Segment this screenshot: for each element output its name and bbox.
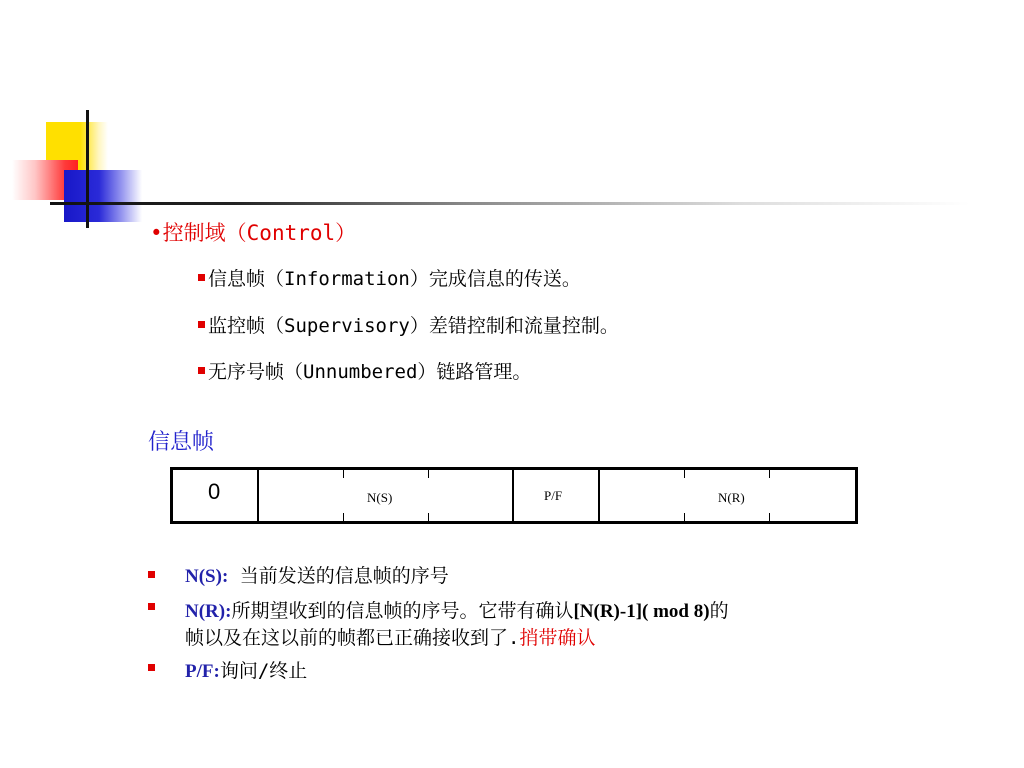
field-separator bbox=[257, 470, 259, 521]
bullet-ns bbox=[185, 561, 449, 588]
bit-tick bbox=[684, 470, 685, 478]
bullet-text: 询问/终止 bbox=[219, 660, 308, 682]
bullet-nr-line2 bbox=[185, 623, 595, 650]
subitem-text: 信息帧（Information）完成信息的传送。 bbox=[208, 268, 581, 290]
red-square-bullet-icon bbox=[148, 571, 155, 578]
decor-vertical-line bbox=[86, 110, 89, 228]
frame-bit0-label: 0 bbox=[208, 479, 221, 504]
heading-text: 控制域（Control） bbox=[162, 221, 357, 245]
bullet-text: 帧以及在这以前的帧都已正确接收到了. bbox=[185, 627, 520, 649]
bullet-key: N(R): bbox=[185, 601, 232, 622]
bit-tick bbox=[769, 470, 770, 478]
info-frame-title: 信息帧 bbox=[148, 430, 215, 455]
bullet-pf bbox=[185, 656, 307, 683]
bullet-text: 当前发送的信息帧的序号 bbox=[228, 565, 449, 587]
bit-tick bbox=[343, 470, 344, 478]
subitem-information bbox=[198, 264, 581, 291]
decor-blue-square bbox=[64, 170, 142, 222]
subitem-text: 监控帧（Supervisory）差错控制和流量控制。 bbox=[208, 315, 619, 337]
bullet-nr bbox=[185, 596, 729, 623]
field-separator bbox=[598, 470, 600, 521]
decor-horizontal-rule bbox=[50, 202, 970, 205]
frame-ns-label: N(S) bbox=[367, 490, 393, 505]
bit-tick bbox=[684, 513, 685, 521]
control-heading bbox=[150, 217, 356, 247]
bullet-key: N(S): bbox=[185, 566, 229, 587]
field-separator bbox=[512, 470, 514, 521]
bit-tick bbox=[428, 470, 429, 478]
red-square-bullet-icon bbox=[198, 321, 205, 328]
bullet-formula: [N(R)-1]( mod 8) bbox=[573, 601, 710, 622]
bit-tick bbox=[343, 513, 344, 521]
info-frame-diagram bbox=[170, 467, 858, 524]
piggyback-highlight: 捎带确认 bbox=[519, 627, 596, 649]
subitem-supervisory bbox=[198, 311, 619, 338]
bullet-text: 的 bbox=[709, 600, 729, 622]
bit-tick bbox=[428, 513, 429, 521]
red-square-bullet-icon bbox=[198, 367, 205, 374]
red-square-bullet-icon bbox=[148, 664, 155, 671]
red-square-bullet-icon bbox=[148, 603, 155, 610]
bullet-key: P/F: bbox=[185, 661, 220, 682]
bit-tick bbox=[769, 513, 770, 521]
frame-nr-label: N(R) bbox=[718, 490, 745, 505]
heading-bullet: • bbox=[150, 221, 163, 245]
subitem-text: 无序号帧（Unnumbered）链路管理。 bbox=[208, 361, 532, 383]
red-square-bullet-icon bbox=[198, 274, 205, 281]
frame-pf-label: P/F bbox=[544, 488, 563, 503]
bullet-text: 所期望收到的信息帧的序号。它带有确认 bbox=[231, 600, 574, 622]
subitem-unnumbered bbox=[198, 357, 531, 384]
